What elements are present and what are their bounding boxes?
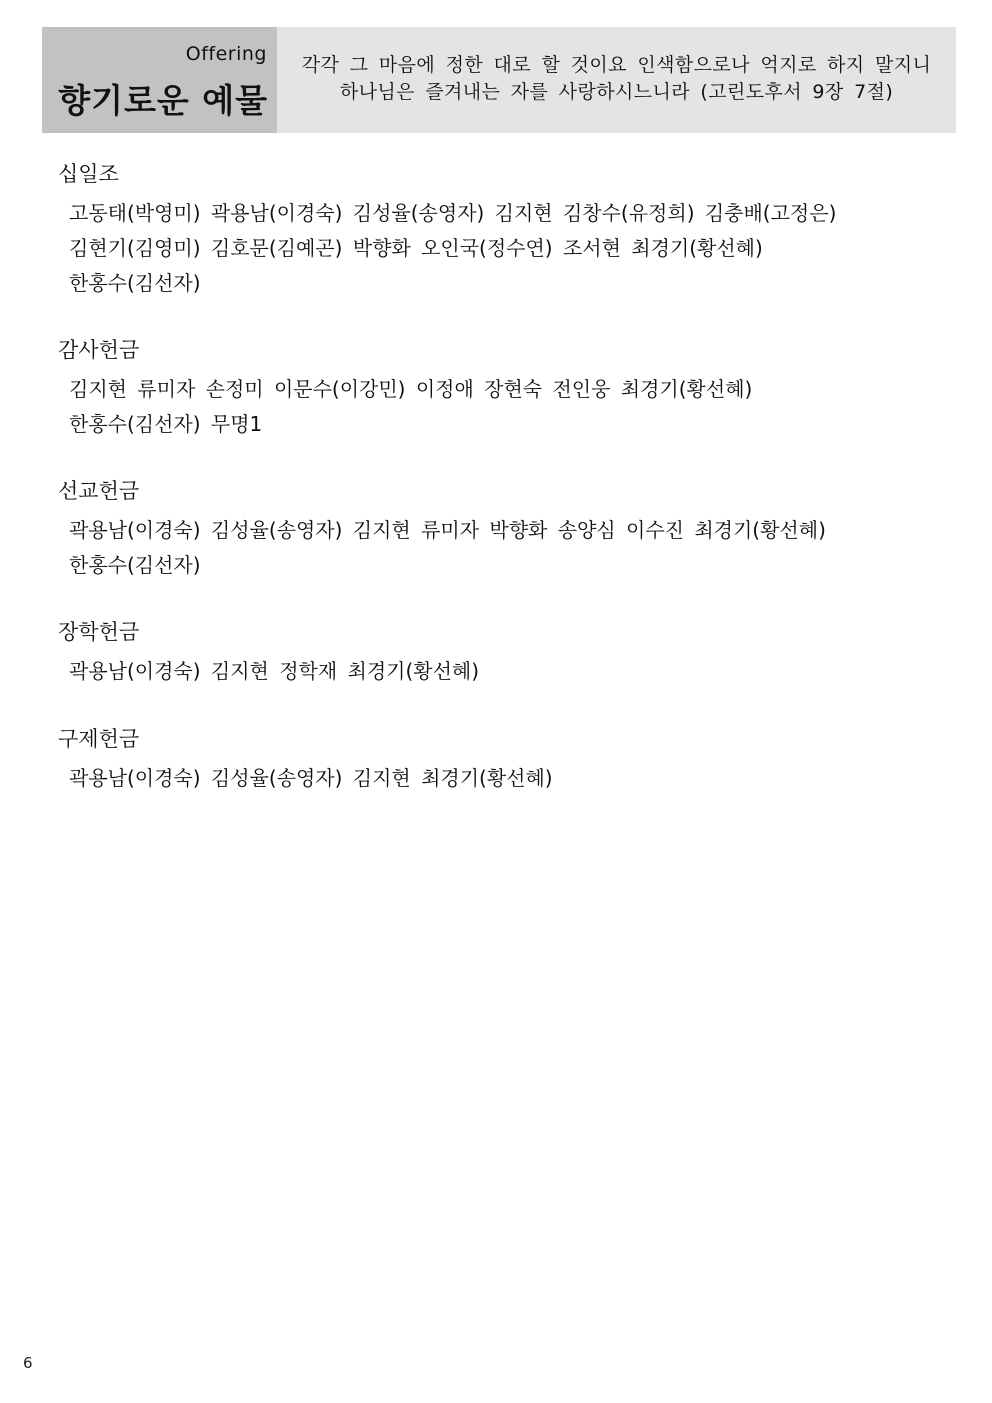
section-title: 선교헌금: [58, 479, 140, 503]
section-scholarship: [58, 618, 948, 689]
section-tithe: [58, 160, 948, 301]
section-mission: [58, 477, 948, 583]
page-number: 6: [23, 1354, 33, 1372]
name-line: 곽용남(이경숙) 김성율(송영자) 김지현 최경기(황선혜): [69, 766, 553, 790]
name-line: 한홍수(김선자): [69, 553, 201, 577]
verse-line-1: 각각 그 마음에 정한 대로 할 것이요 인색함으로나 억지로 하지 말지니: [301, 54, 932, 76]
section-thanksgiving: [58, 336, 948, 442]
name-line: 김지현 류미자 손정미 이문수(이강민) 이정애 장현숙 전인웅 최경기(황선혜): [69, 377, 753, 401]
header-title: 향기로운 예물: [58, 81, 268, 120]
header-title-box: [42, 27, 277, 133]
bible-verse-box: [277, 27, 956, 133]
offering-header: [42, 27, 956, 133]
name-line: 곽용남(이경숙) 김성율(송영자) 김지현 류미자 박향화 송양심 이수진 최경기(황선혜): [69, 518, 826, 542]
header-subtitle: Offering: [185, 43, 267, 65]
section-title: 감사헌금: [58, 338, 140, 362]
name-line: 김현기(김영미) 김호문(김예곤) 박향화 오인국(정수연) 조서현 최경기(황선혜): [69, 236, 763, 260]
section-title: 장학헌금: [58, 620, 140, 644]
section-title: 십일조: [58, 162, 119, 186]
name-line: 곽용남(이경숙) 김지현 정학재 최경기(황선혜): [69, 659, 480, 683]
name-line: 한홍수(김선자) 무명1: [69, 412, 263, 436]
name-line: 한홍수(김선자): [69, 271, 201, 295]
name-line: 고동태(박영미) 곽용남(이경숙) 김성율(송영자) 김지현 김창수(유정희) 김충배(고정은): [69, 201, 837, 225]
section-relief: [58, 725, 948, 796]
verse-line-2: 하나님은 즐겨내는 자를 사랑하시느니라 (고린도후서 9장 7절): [339, 81, 894, 103]
section-title: 구제헌금: [58, 727, 140, 751]
